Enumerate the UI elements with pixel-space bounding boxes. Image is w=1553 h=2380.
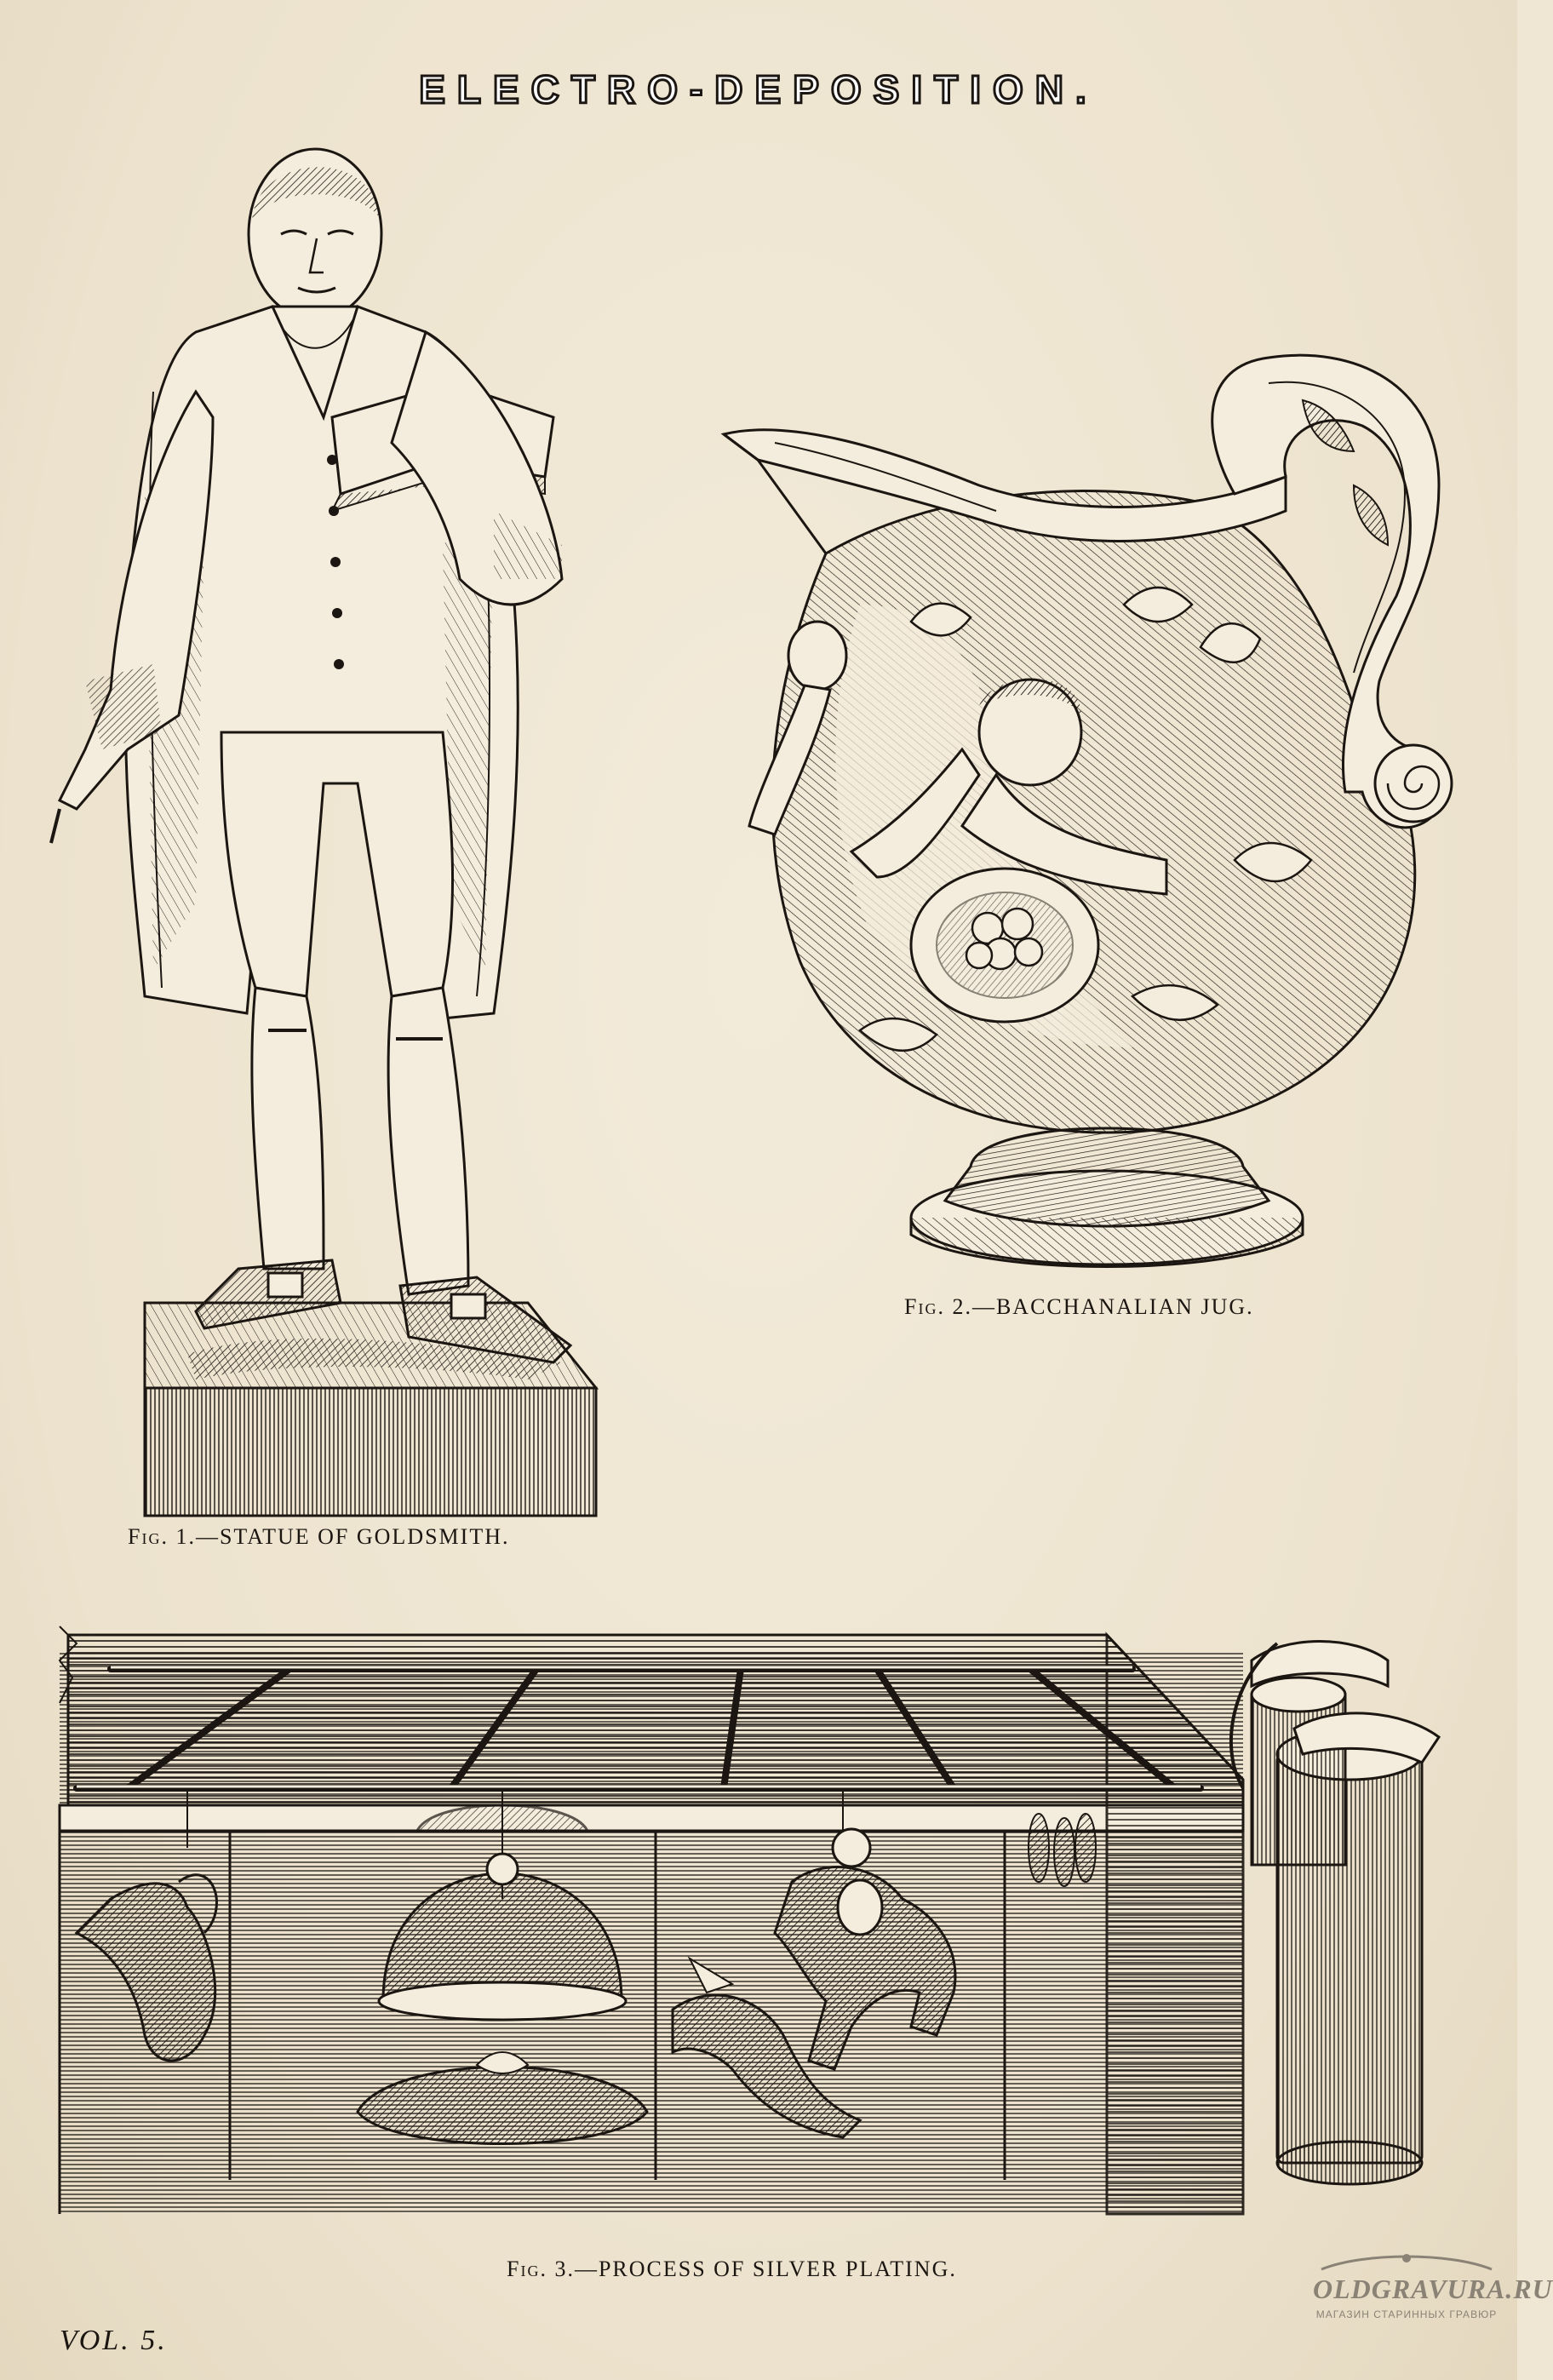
watermark-ornament-icon xyxy=(1313,2248,1500,2274)
figure-title: —STATUE OF GOLDSMITH. xyxy=(195,1524,510,1549)
figure-jug-illustration xyxy=(724,349,1464,1286)
page-title: ELECTRO-DEPOSITION. xyxy=(419,67,1098,112)
figure-silver-plating-illustration xyxy=(60,1626,1456,2214)
figure-number: Fig. 2. xyxy=(904,1294,972,1319)
watermark xyxy=(1313,2248,1553,2350)
figure-statue-illustration xyxy=(51,136,613,1516)
figure-caption-jug xyxy=(904,1294,1254,1320)
watermark-tagline: МАГАЗИН СТАРИННЫХ ГРАВЮР xyxy=(1315,2308,1498,2320)
figure-number: Fig. 1. xyxy=(128,1524,196,1549)
watermark-name: OLDGRAVURA.RU xyxy=(1313,2274,1553,2304)
figure-title: —BACCHANALIAN JUG. xyxy=(971,1294,1254,1319)
figure-caption-silver-plating xyxy=(507,2257,957,2282)
figure-title: —PROCESS OF SILVER PLATING. xyxy=(574,2257,957,2281)
volume-label: VOL. 5. xyxy=(60,2325,168,2356)
figure-number: Fig. 3. xyxy=(507,2257,575,2281)
figure-caption-statue xyxy=(128,1524,510,1550)
